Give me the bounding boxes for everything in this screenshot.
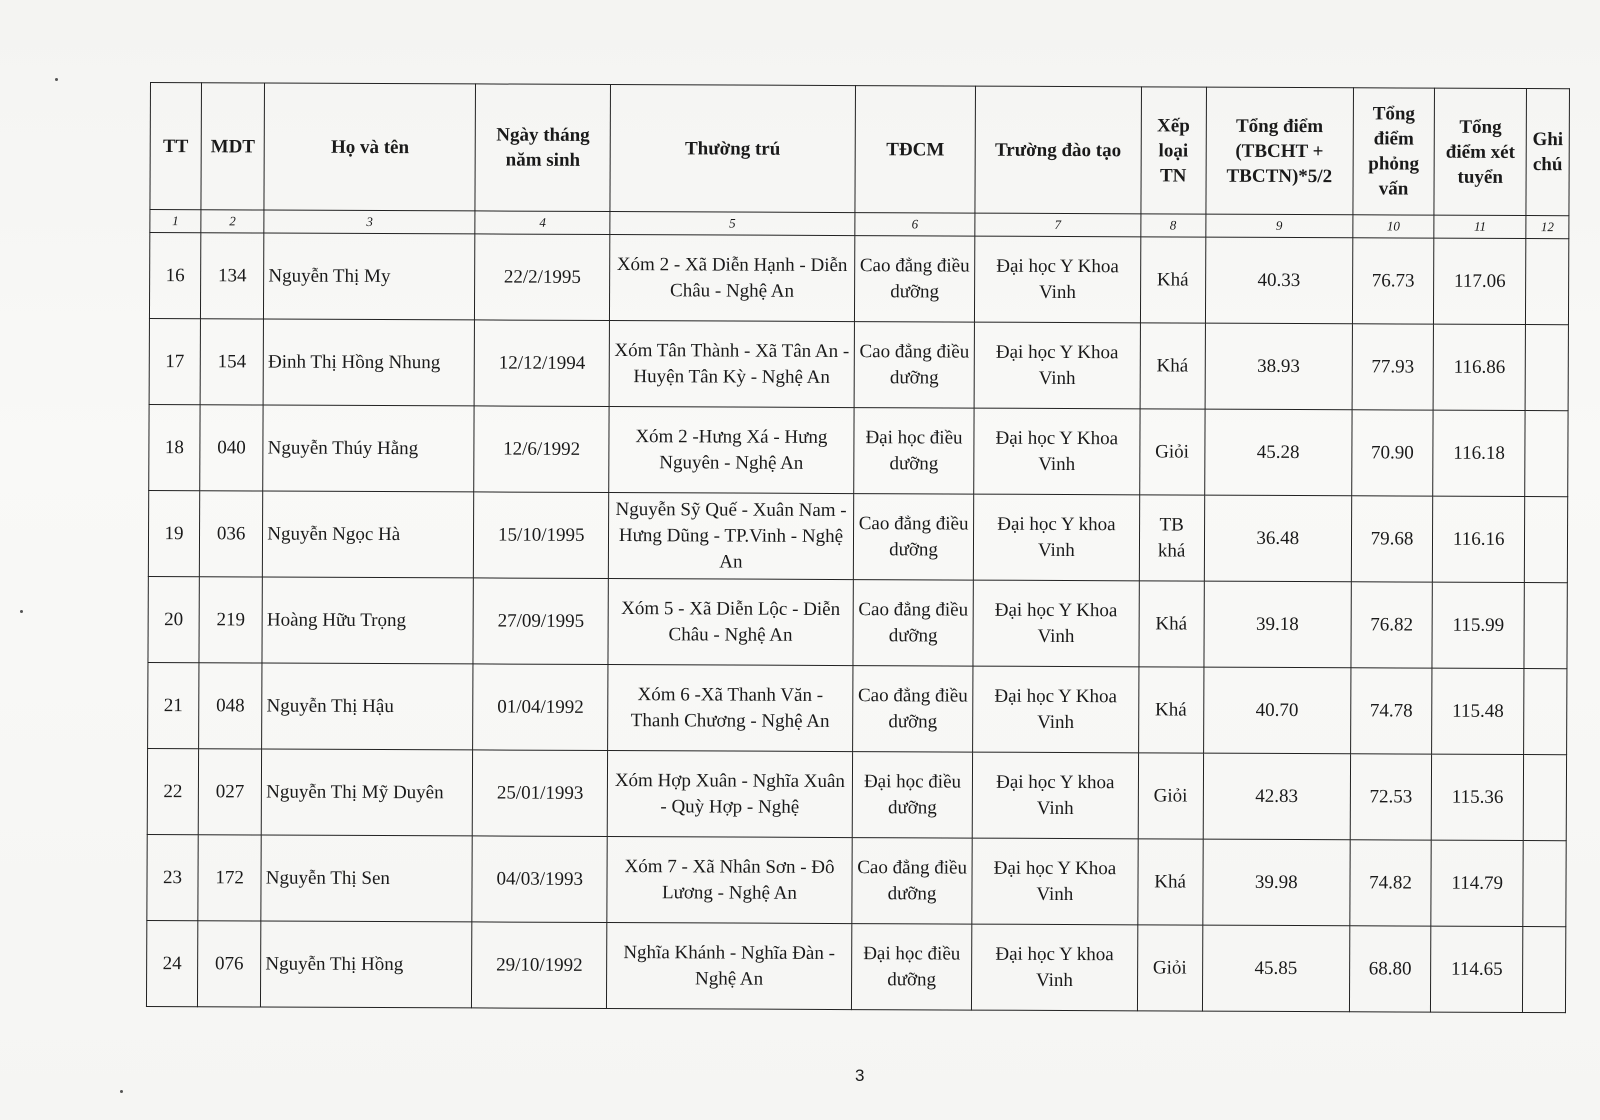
cell-tdcm: Cao đẳng điều dưỡng	[854, 236, 975, 323]
header-total: Tổng điểm (TBCHT + TBCTN)*5/2	[1206, 87, 1353, 215]
cell-address: Nghĩa Khánh - Nghĩa Đàn - Nghệ An	[607, 923, 852, 1010]
cell-note	[1524, 669, 1567, 755]
cell-total: 39.98	[1203, 839, 1350, 926]
results-table	[146, 82, 1570, 1013]
cell-dob: 12/6/1992	[474, 406, 609, 493]
cell-total: 38.93	[1205, 323, 1352, 410]
header-address: Thường trú	[610, 85, 855, 213]
header-admission: Tổng điểm xét tuyển	[1434, 88, 1526, 215]
cell-admission: 115.36	[1431, 754, 1523, 840]
cell-dob: 12/12/1994	[474, 320, 609, 407]
cell-tt: 20	[148, 576, 199, 662]
header-name: Họ và tên	[264, 83, 476, 211]
cell-tt: 19	[148, 490, 199, 576]
cell-school: Đại học Y Khoa Vinh	[972, 838, 1138, 925]
cell-total: 45.85	[1202, 925, 1349, 1012]
cell-interview: 70.90	[1351, 410, 1433, 496]
cell-dob: 04/03/1993	[472, 836, 607, 923]
cell-school: Đại học Y khoa Vinh	[972, 924, 1138, 1011]
cell-name: Nguyễn Thị Hậu	[262, 663, 474, 750]
column-number: 8	[1140, 214, 1205, 237]
cell-school: Đại học Y khoa Vinh	[974, 494, 1140, 581]
cell-rank: Giỏi	[1138, 753, 1204, 839]
cell-note	[1523, 755, 1566, 841]
cell-tdcm: Đại học điều dưỡng	[851, 924, 972, 1011]
cell-school: Đại học Y Khoa Vinh	[974, 322, 1140, 409]
cell-total: 42.83	[1203, 753, 1350, 840]
cell-tt: 23	[147, 834, 198, 920]
cell-dob: 29/10/1992	[472, 922, 607, 1009]
cell-admission: 116.86	[1433, 324, 1525, 410]
cell-total: 40.33	[1205, 237, 1352, 324]
cell-dob: 22/2/1995	[475, 234, 610, 321]
cell-interview: 77.93	[1352, 324, 1434, 410]
cell-name: Nguyễn Ngọc Hà	[263, 491, 475, 578]
cell-mdt: 154	[200, 319, 264, 405]
cell-mdt: 036	[199, 491, 263, 577]
cell-school: Đại học Y Khoa Vinh	[974, 408, 1140, 495]
cell-total: 39.18	[1204, 581, 1351, 668]
cell-name: Đinh Thị Hồng Nhung	[263, 319, 475, 406]
cell-tdcm: Cao đẳng điều dưỡng	[854, 322, 975, 409]
cell-note	[1526, 239, 1569, 325]
header-interview: Tổng điểm phỏng vấn	[1353, 88, 1435, 215]
cell-dob: 15/10/1995	[474, 492, 609, 579]
cell-admission: 115.99	[1432, 582, 1524, 668]
cell-rank: TB khá	[1139, 495, 1205, 581]
cell-tt: 22	[147, 748, 198, 834]
header-dob: Ngày tháng năm sinh	[475, 84, 610, 212]
cell-rank: Giỏi	[1137, 925, 1203, 1011]
cell-address: Xóm 5 - Xã Diễn Lộc - Diễn Châu - Nghệ An	[608, 579, 853, 666]
cell-interview: 72.53	[1350, 754, 1432, 840]
cell-interview: 68.80	[1349, 926, 1431, 1012]
cell-address: Xóm 2 -Hưng Xá - Hưng Nguyên - Nghệ An	[609, 407, 854, 494]
header-row	[150, 83, 1570, 216]
cell-tdcm: Đại học điều dưỡng	[852, 752, 973, 839]
column-number: 9	[1206, 214, 1353, 238]
cell-name: Nguyễn Thị Mỹ Duyên	[261, 749, 473, 836]
cell-note	[1525, 411, 1568, 497]
cell-dob: 27/09/1995	[473, 578, 608, 665]
cell-name: Nguyễn Thị My	[264, 233, 476, 320]
cell-school: Đại học Y Khoa Vinh	[975, 236, 1141, 323]
table-row	[149, 233, 1568, 325]
header-tdcm: TĐCM	[855, 86, 976, 214]
cell-admission: 115.48	[1432, 668, 1524, 754]
scan-speck	[55, 78, 58, 81]
column-number: 11	[1434, 215, 1526, 238]
cell-note	[1524, 497, 1567, 583]
cell-school: Đại học Y Khoa Vinh	[973, 580, 1139, 667]
table-row	[148, 490, 1567, 582]
cell-tt: 16	[149, 233, 200, 319]
cell-mdt: 040	[200, 405, 264, 491]
header-tt: TT	[150, 83, 202, 210]
cell-rank: Khá	[1138, 667, 1204, 753]
cell-rank: Khá	[1138, 581, 1204, 667]
cell-total: 40.70	[1203, 667, 1350, 754]
header-note: Ghi chú	[1526, 89, 1569, 216]
cell-name: Hoàng Hữu Trọng	[262, 577, 474, 664]
cell-admission: 117.06	[1434, 238, 1526, 324]
cell-name: Nguyễn Thị Hồng	[261, 921, 473, 1008]
column-number: 4	[475, 211, 610, 235]
cell-admission: 116.16	[1433, 496, 1525, 582]
cell-rank: Khá	[1140, 237, 1206, 323]
cell-note	[1523, 926, 1566, 1012]
table-row	[146, 920, 1565, 1012]
cell-school: Đại học Y khoa Vinh	[972, 752, 1138, 839]
cell-mdt: 048	[199, 663, 263, 749]
cell-tdcm: Cao đẳng điều dưỡng	[853, 580, 974, 667]
cell-interview: 74.78	[1350, 668, 1432, 754]
cell-rank: Giỏi	[1139, 409, 1205, 495]
cell-admission: 114.79	[1431, 840, 1523, 926]
column-number: 5	[610, 212, 855, 236]
header-mdt: MDT	[201, 83, 265, 210]
scan-speck	[120, 1090, 123, 1093]
header-rank: Xếp loại TN	[1140, 87, 1206, 214]
cell-school: Đại học Y Khoa Vinh	[973, 666, 1139, 753]
cell-tt: 24	[146, 920, 197, 1006]
header-school: Trường đào tạo	[975, 86, 1141, 214]
cell-address: Xóm Hợp Xuân - Nghĩa Xuân - Quỳ Hợp - Nghệ	[607, 751, 852, 838]
column-number: 7	[975, 213, 1140, 237]
cell-name: Nguyễn Thúy Hằng	[263, 405, 475, 492]
cell-mdt: 172	[198, 835, 262, 921]
column-number: 6	[855, 213, 975, 237]
cell-mdt: 027	[198, 749, 262, 835]
page-number: 3	[855, 1066, 865, 1085]
column-number: 12	[1526, 216, 1569, 239]
cell-tt: 21	[148, 662, 199, 748]
column-number: 1	[150, 210, 201, 233]
cell-mdt: 076	[197, 921, 261, 1007]
cell-tdcm: Đại học điều dưỡng	[854, 408, 975, 495]
cell-note	[1524, 583, 1567, 669]
cell-address: Nguyễn Sỹ Quế - Xuân Nam - Hưng Dũng - TP.Vinh - Nghệ An	[608, 493, 853, 580]
column-number: 2	[201, 210, 264, 233]
cell-address: Xóm 6 -Xã Thanh Văn - Thanh Chương - Nghệ An	[608, 665, 853, 752]
cell-note	[1523, 840, 1566, 926]
cell-admission: 116.18	[1433, 410, 1525, 496]
cell-tdcm: Cao đẳng điều dưỡng	[852, 666, 973, 753]
table-row	[147, 748, 1566, 840]
table-row	[149, 318, 1568, 410]
cell-address: Xóm Tân Thành - Xã Tân An - Huyện Tân Kỳ - Nghệ An	[609, 321, 854, 408]
cell-interview: 76.73	[1352, 238, 1434, 324]
table-row	[147, 834, 1566, 926]
column-number: 10	[1353, 215, 1435, 238]
cell-total: 36.48	[1204, 495, 1351, 582]
cell-rank: Khá	[1140, 323, 1206, 409]
cell-total: 45.28	[1204, 409, 1351, 496]
cell-name: Nguyễn Thị Sen	[261, 835, 473, 922]
cell-mdt: 134	[200, 233, 264, 319]
cell-dob: 25/01/1993	[473, 750, 608, 837]
cell-address: Xóm 7 - Xã Nhân Sơn - Đô Lương - Nghệ An	[607, 837, 852, 924]
scan-speck	[20, 610, 23, 613]
cell-tdcm: Cao đẳng điều dưỡng	[852, 838, 973, 925]
cell-interview: 79.68	[1351, 496, 1433, 582]
cell-admission: 114.65	[1431, 926, 1523, 1012]
table-row	[148, 662, 1567, 754]
cell-tdcm: Cao đẳng điều dưỡng	[853, 494, 974, 581]
cell-address: Xóm 2 - Xã Diễn Hạnh - Diễn Châu - Nghệ An	[610, 235, 855, 322]
cell-interview: 76.82	[1351, 582, 1433, 668]
cell-note	[1525, 325, 1568, 411]
cell-dob: 01/04/1992	[473, 664, 608, 751]
cell-rank: Khá	[1137, 839, 1203, 925]
column-number: 3	[264, 210, 475, 234]
table-row	[148, 576, 1567, 668]
cell-mdt: 219	[199, 577, 263, 663]
cell-tt: 17	[149, 318, 200, 404]
cell-interview: 74.82	[1350, 840, 1432, 926]
cell-tt: 18	[149, 404, 200, 490]
table-row	[149, 404, 1568, 496]
